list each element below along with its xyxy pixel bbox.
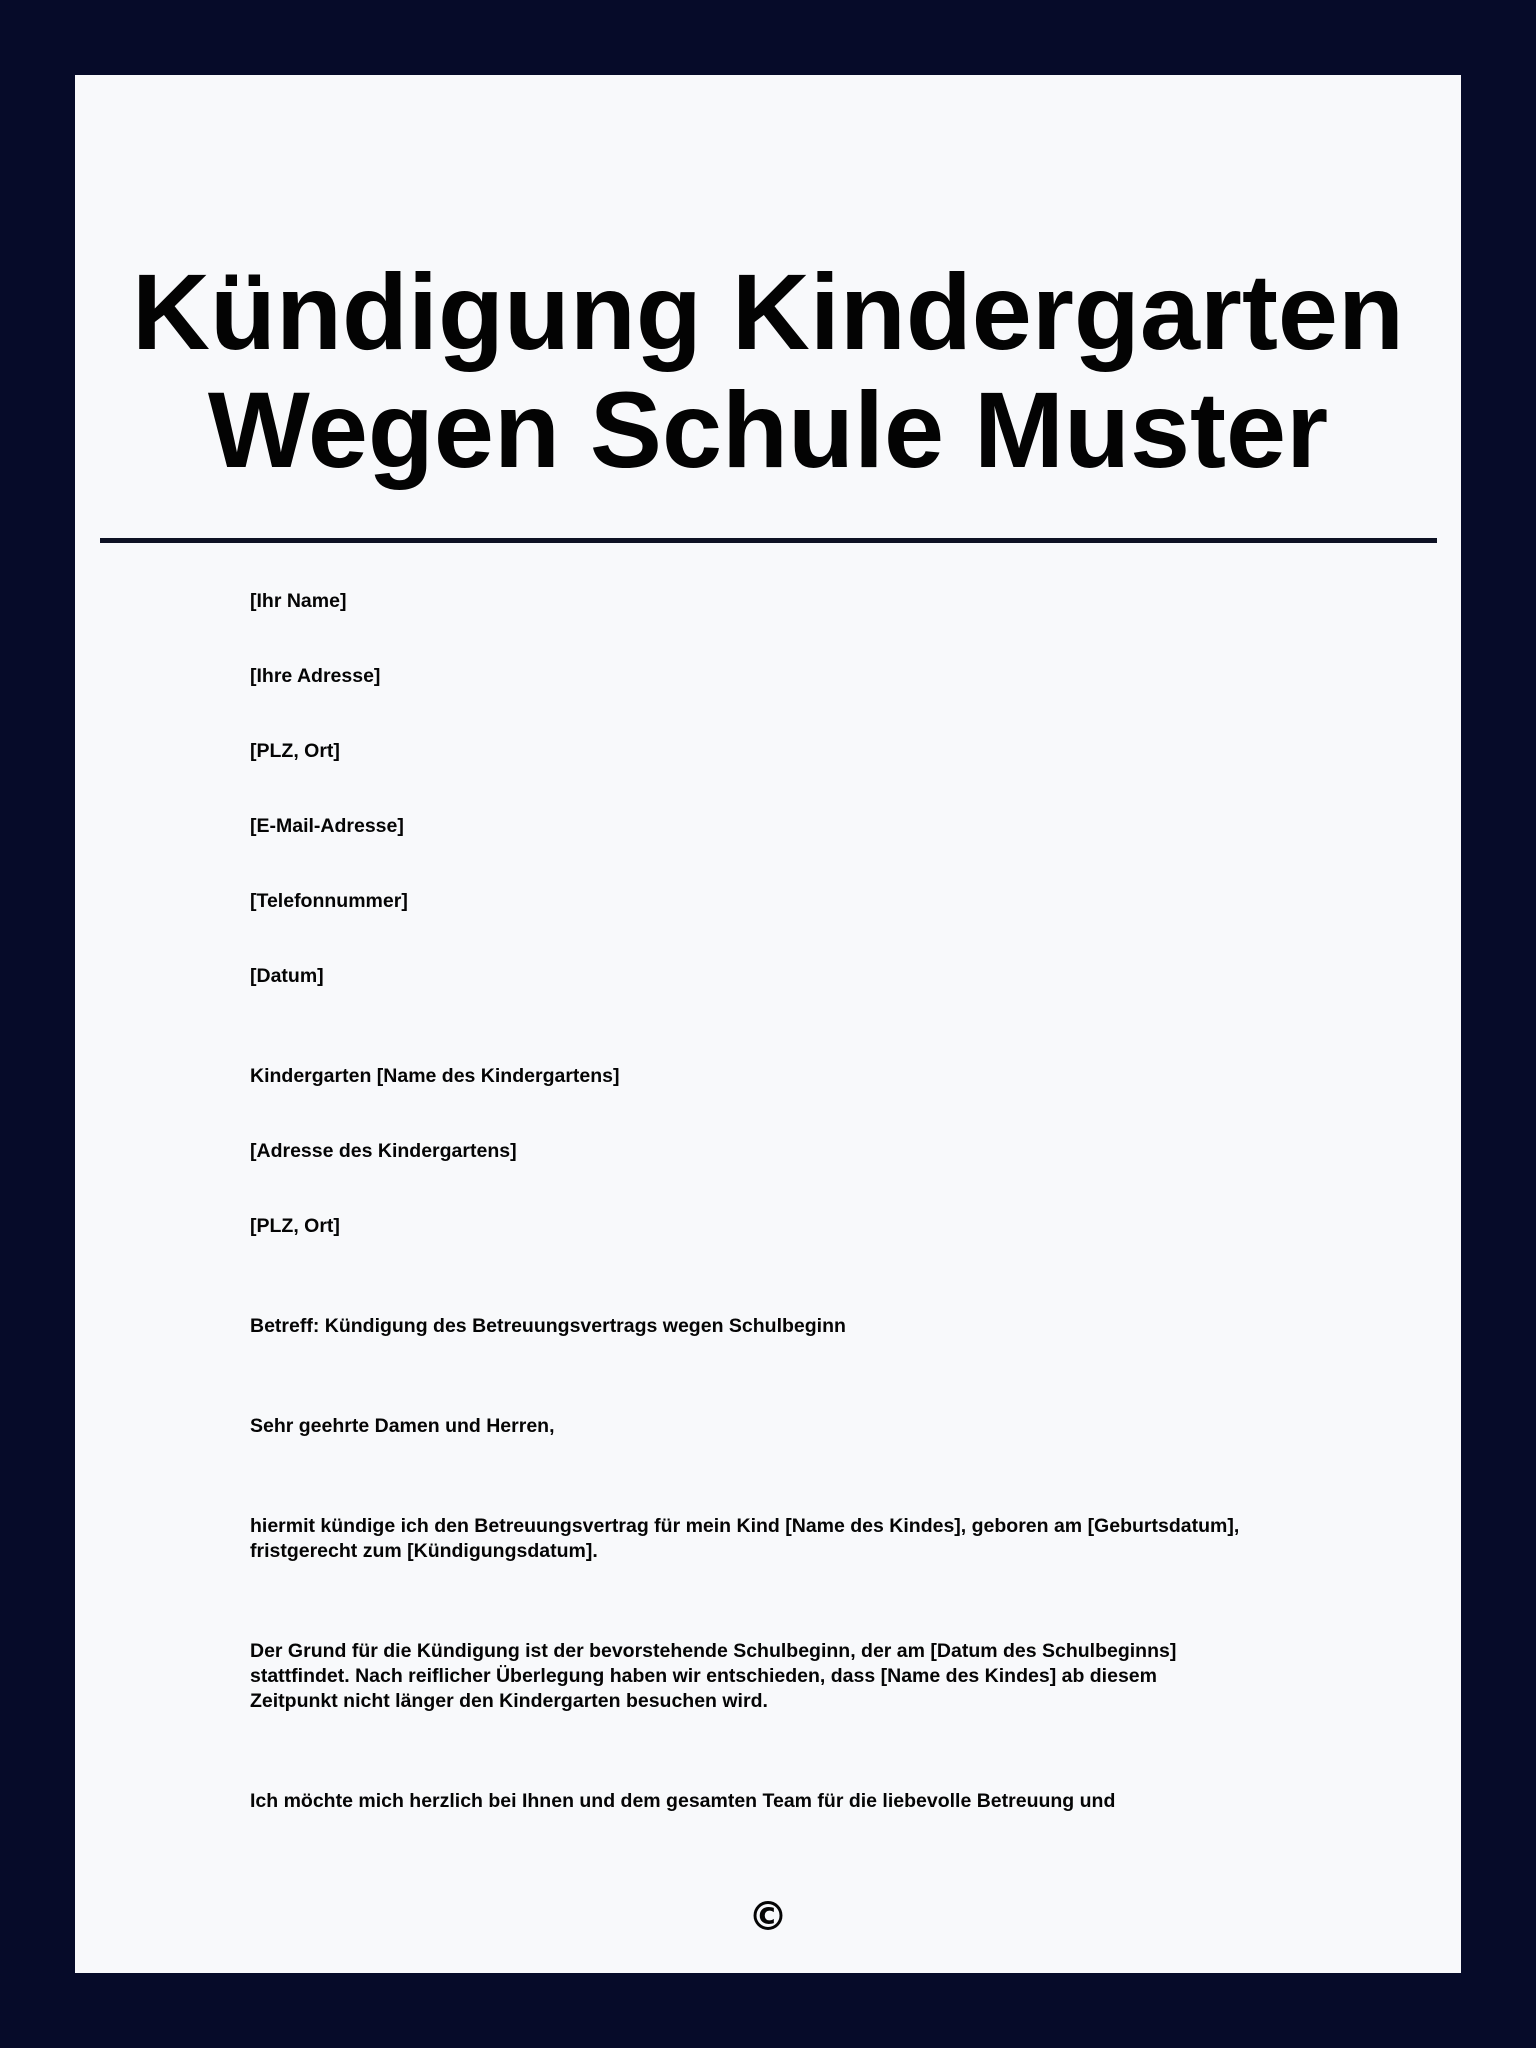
paragraph-thanks [250, 1789, 1115, 1814]
sender-phone: [Telefonnummer] [250, 890, 408, 912]
salutation: Sehr geehrte Damen und Herren, [250, 1415, 555, 1437]
sender-email: [E-Mail-Adresse] [250, 815, 404, 837]
paragraph-reason-line-3: Zeitpunkt nicht länger den Kindergarten besuchen wird. [250, 1690, 768, 1712]
letter-date: [Datum] [250, 965, 324, 987]
document-page [75, 75, 1461, 1973]
recipient-address: [Adresse des Kindergartens] [250, 1140, 517, 1162]
sender-address: [Ihre Adresse] [250, 665, 381, 687]
paragraph-termination-line-1: hiermit kündige ich den Betreuungsvertrag für mein Kind [Name des Kindes], geboren am [Geburtsdatum], [250, 1515, 1240, 1537]
paragraph-reason-line-1: Der Grund für die Kündigung ist der bevorstehende Schulbeginn, der am [Datum des Schulbeginns] [250, 1640, 1177, 1662]
sender-name: [Ihr Name] [250, 590, 347, 612]
recipient-zip-city: [PLZ, Ort] [250, 1215, 340, 1237]
subject-line: Betreff: Kündigung des Betreuungsvertrags wegen Schulbeginn [250, 1315, 846, 1337]
paragraph-termination [250, 1514, 1239, 1564]
paragraph-reason-line-2: stattfindet. Nach reiflicher Überlegung haben wir entschieden, dass [Name des Kindes] ab diesem [250, 1665, 1157, 1687]
paragraph-thanks-line-1: Ich möchte mich herzlich bei Ihnen und dem gesamten Team für die liebevolle Betreuung und [250, 1790, 1116, 1812]
title-line-2: Wegen Schule Muster [207, 369, 1329, 490]
recipient-name: Kindergarten [Name des Kindergartens] [250, 1065, 620, 1087]
paragraph-termination-line-2: fristgerecht zum [Kündigungsdatum]. [250, 1540, 598, 1562]
title-divider [100, 538, 1437, 543]
title-line-1: Kündigung Kindergarten [132, 251, 1404, 372]
document-title [75, 253, 1461, 489]
paragraph-reason [250, 1639, 1176, 1714]
sender-zip-city: [PLZ, Ort] [250, 740, 340, 762]
copyright-icon: © [748, 1894, 788, 1940]
